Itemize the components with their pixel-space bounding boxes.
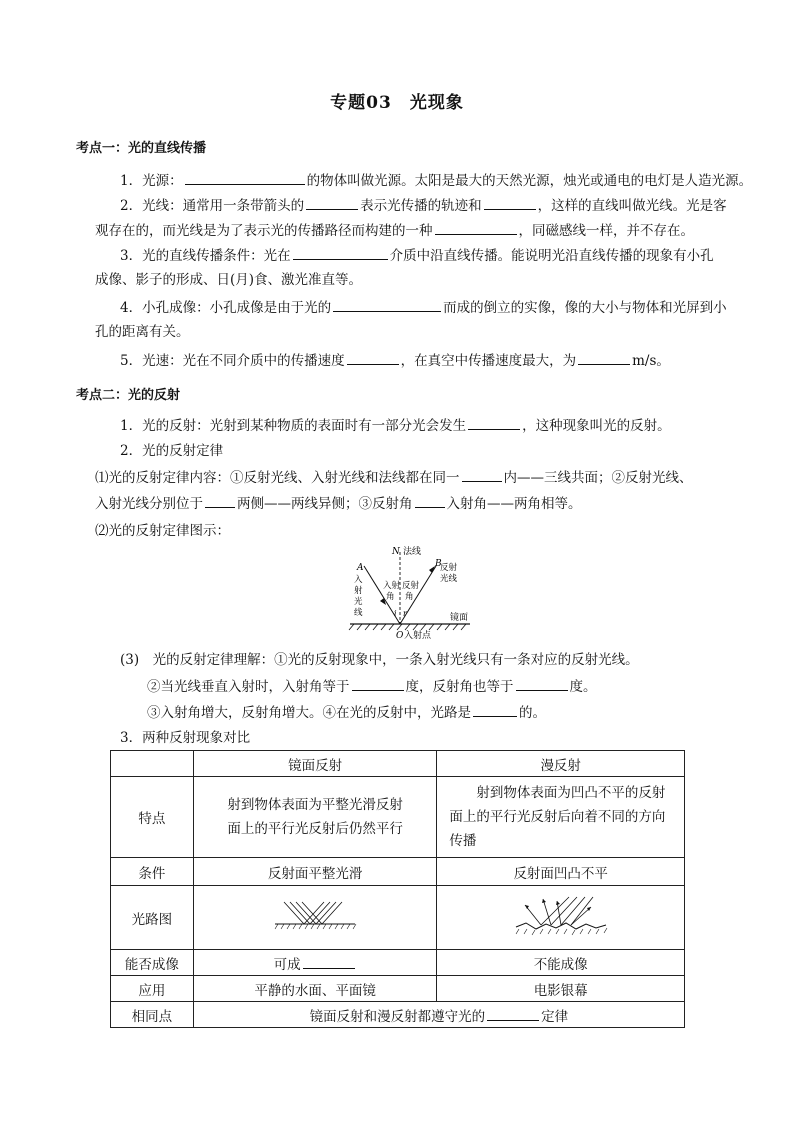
text: 内——三线共面；②反射光线、 — [503, 470, 693, 486]
fill-blank[interactable] — [487, 1006, 539, 1021]
item-light-ray-cont — [95, 220, 694, 241]
fill-blank[interactable] — [205, 493, 235, 508]
table-cell — [193, 1002, 684, 1028]
item-light-ray — [120, 195, 727, 216]
fill-blank[interactable] — [352, 676, 404, 691]
fill-blank[interactable] — [473, 702, 517, 717]
text: 4．小孔成像：小孔成像是由于光的 — [120, 300, 332, 316]
table-row — [111, 1002, 685, 1028]
text: ②当光线垂直入射时，入射角等于 — [147, 679, 350, 695]
label-B: B — [435, 559, 442, 569]
table-cell: 应用 — [111, 976, 194, 1002]
table-cell: 特点 — [111, 777, 194, 858]
table-row — [111, 751, 685, 777]
text: 表示光传播的轨迹和 — [360, 198, 482, 214]
fill-blank[interactable] — [578, 350, 630, 365]
table-cell: 电影银幕 — [437, 976, 685, 1002]
table-row — [111, 886, 685, 950]
fill-blank[interactable] — [333, 297, 441, 312]
label-N: N — [392, 547, 400, 557]
table-cell: 不能成像 — [437, 950, 685, 976]
table-cell: 相同点 — [111, 1002, 194, 1028]
text: 的。 — [519, 705, 546, 721]
table-cell — [111, 751, 194, 777]
table-row — [111, 976, 685, 1002]
table-cell — [193, 950, 437, 976]
text: 1．光的反射：光射到某种物质的表面时有一部分光会发生 — [120, 418, 467, 434]
text: ，在真空中传播速度最大，为 — [400, 353, 577, 369]
item-law-understanding: (3) 光的反射定律理解：①光的反射现象中，一条入射光线只有一条对应的反射光线。 — [120, 652, 639, 668]
label-incident-2: 射 — [354, 586, 363, 596]
fill-blank[interactable] — [185, 170, 305, 185]
text: 介质中沿直线传播。能说明光沿直线传播的现象有小孔 — [389, 248, 714, 264]
label-point: 入射点 — [404, 631, 432, 641]
item-straight-propagation-cont: 成像、影子的形成、日(月)食、激光准直等。 — [95, 272, 363, 288]
table-cell — [193, 886, 437, 950]
table-cell: 光路图 — [111, 886, 194, 950]
item-comparison-heading: 3．两种反射现象对比 — [120, 730, 251, 746]
text: 定律 — [541, 1008, 569, 1025]
table-cell — [437, 886, 685, 950]
table-header: 镜面反射 — [193, 751, 437, 777]
text: ，这种现象叫光的反射。 — [522, 418, 671, 434]
item-reflection-law: 2．光的反射定律 — [120, 443, 224, 459]
label-i: i — [394, 609, 397, 618]
table-cell: 条件 — [111, 858, 194, 886]
text: 3．光的直线传播条件：光在 — [120, 248, 291, 264]
item-law-content-cont — [95, 493, 582, 514]
item-law-content — [95, 467, 693, 488]
fill-blank[interactable] — [303, 954, 355, 969]
label-O: O — [396, 631, 404, 641]
text: m/s。 — [632, 353, 670, 369]
text: 两侧——两线异侧；③反射角 — [237, 496, 413, 512]
label-mirror: 镜面 — [450, 613, 469, 623]
label-ref-angle-2: 角 — [405, 592, 414, 602]
fill-blank[interactable] — [468, 415, 520, 430]
label-normal: 法线 — [403, 547, 422, 557]
item-pinhole-cont: 孔的距离有关。 — [95, 324, 190, 340]
diffuse-reflection-diagram — [511, 893, 611, 939]
reflection-diagram — [340, 540, 480, 645]
label-A: A — [357, 563, 364, 573]
table-row — [111, 950, 685, 976]
item-light-speed — [120, 350, 670, 371]
text: 度，反射角也等于 — [405, 679, 514, 695]
table-cell: 平静的水面、平面镜 — [193, 976, 437, 1002]
text: ⑴光的反射定律内容：①反射光线、入射光线和法线都在同一 — [95, 470, 460, 486]
label-reflected-1: 反射 — [440, 563, 458, 573]
text: 度。 — [569, 679, 597, 695]
fill-blank[interactable] — [435, 220, 517, 235]
section-heading-2: 考点二：光的反射 — [76, 388, 181, 403]
fill-blank[interactable] — [484, 195, 536, 210]
label-inc-angle-1: 入射 — [383, 581, 401, 591]
label-reflected-2: 光线 — [440, 574, 458, 584]
label-r: r — [403, 609, 407, 618]
label-ref-angle-1: 反射 — [402, 581, 420, 591]
table-cell: 能否成像 — [111, 950, 194, 976]
label-incident-4: 线 — [354, 608, 363, 618]
text: ，同磁感线一样，并不存在。 — [518, 223, 694, 239]
page-title: 专题03 光现象 — [330, 93, 464, 113]
label-incident-1: 入 — [354, 575, 363, 585]
table-row — [111, 777, 685, 858]
comparison-table — [110, 750, 685, 1028]
fill-blank[interactable] — [347, 350, 399, 365]
item-reversible — [147, 702, 546, 723]
fill-blank[interactable] — [415, 493, 445, 508]
item-law-diagram-label: ⑵光的反射定律图示： — [95, 523, 230, 539]
text: 1．光源： — [120, 173, 183, 189]
table-cell: 反射面平整光滑 — [193, 858, 437, 886]
text: 2．光线：通常用一条带箭头的 — [120, 198, 305, 214]
label-incident-3: 光 — [354, 597, 363, 607]
table-cell: 射到物体表面为凹凸不平的反射面上的平行光反射后向着不同的方向传播 — [437, 777, 685, 858]
item-reflection — [120, 415, 671, 436]
text: 而成的倒立的实像，像的大小与物体和光屏到小 — [443, 300, 727, 316]
text: 可成 — [273, 956, 301, 973]
item-pinhole — [120, 297, 727, 318]
table-header: 漫反射 — [437, 751, 685, 777]
fill-blank[interactable] — [462, 467, 502, 482]
fill-blank[interactable] — [516, 676, 568, 691]
fill-blank[interactable] — [306, 195, 358, 210]
item-light-source — [120, 170, 752, 191]
text: 的物体叫做光源。太阳是最大的天然光源，烛光或通电的电灯是人造光源。 — [306, 173, 753, 189]
item-straight-propagation — [120, 245, 714, 266]
text: 5．光速：光在不同介质中的传播速度 — [120, 353, 345, 369]
label-inc-angle-2: 角 — [386, 592, 395, 602]
table-cell: 反射面凹凸不平 — [437, 858, 685, 886]
text: ③入射角增大，反射角增大。④在光的反射中，光路是 — [147, 705, 471, 721]
text: 入射角——两角相等。 — [446, 496, 582, 512]
text: 镜面反射和漫反射都遵守光的 — [309, 1008, 486, 1025]
text: 入射光线分别位于 — [95, 496, 203, 512]
text: ，这样的直线叫做光线。光是客 — [537, 198, 727, 214]
section-heading-1: 考点一：光的直线传播 — [76, 141, 207, 156]
text: 观存在的，而光线是为了表示光的传播路径而构建的一种 — [95, 223, 433, 239]
specular-reflection-diagram — [270, 896, 360, 936]
table-cell: 射到物体表面为平整光滑反射面上的平行光反射后仍然平行 — [193, 777, 437, 858]
mirror-hatch — [349, 624, 466, 630]
table-row — [111, 858, 685, 886]
fill-blank[interactable] — [293, 245, 388, 260]
item-perpendicular — [147, 676, 597, 697]
